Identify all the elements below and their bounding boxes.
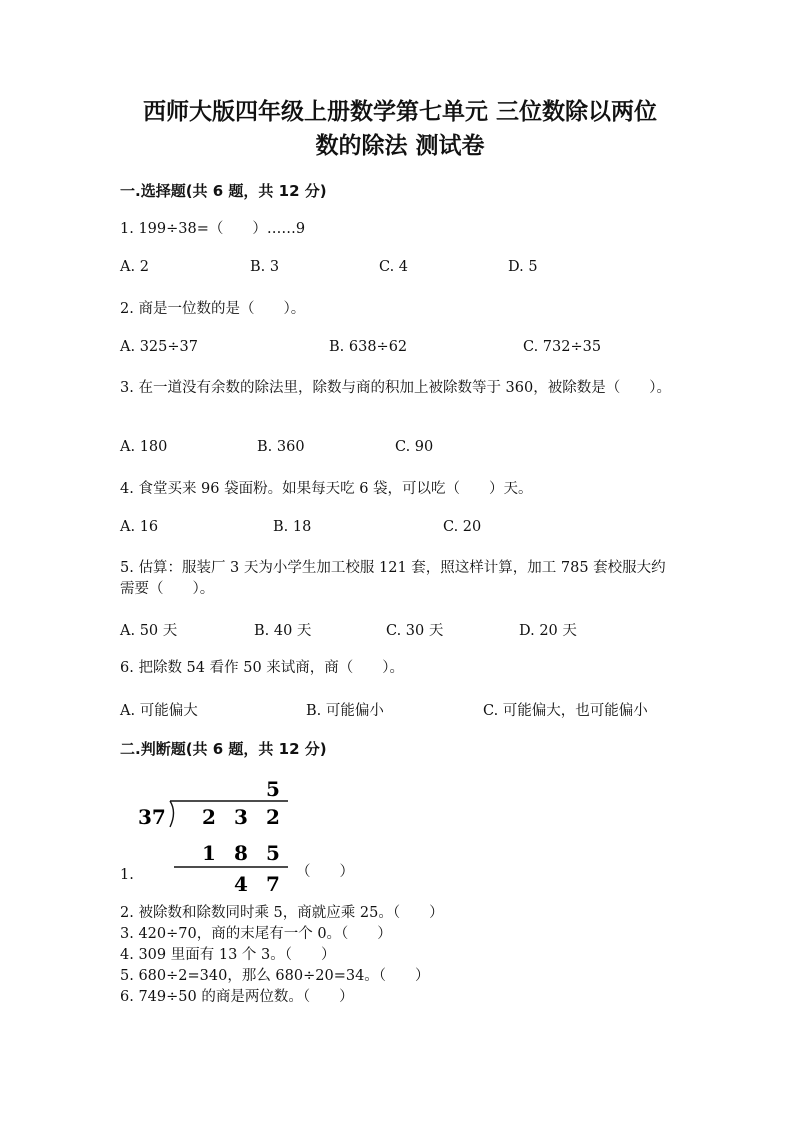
question-4-option-c[interactable]: C. 20 (443, 519, 482, 535)
judgement-3: 3. 420÷70，商的末尾有一个 0。（ ） (120, 926, 392, 942)
section-judgement-heading: 二.判断题(共 6 题，共 12 分) (120, 740, 327, 758)
question-1-stem: 1. 199÷38=（ ）……9 (120, 221, 306, 237)
product-digit-2: 8 (234, 841, 248, 865)
question-1-option-b[interactable]: B. 3 (250, 259, 280, 275)
question-2-option-a[interactable]: A. 325÷37 (120, 339, 198, 355)
question-5-option-c[interactable]: C. 30 天 (386, 623, 444, 639)
judgement-1-answer-paren[interactable]: （ ） (296, 864, 354, 880)
question-4-option-a[interactable]: A. 16 (120, 519, 159, 535)
product-digit-1: 1 (202, 841, 216, 865)
question-5-option-a[interactable]: A. 50 天 (120, 623, 178, 639)
question-6-stem: 6. 把除数 54 看作 50 来试商，商（ ）。 (120, 660, 405, 676)
remainder-digit-1: 4 (234, 872, 248, 896)
section-choice-heading: 一.选择题(共 6 题，共 12 分) (120, 182, 327, 200)
question-2-option-b[interactable]: B. 638÷62 (329, 339, 408, 355)
division-quotient: 5 (266, 777, 280, 801)
judgement-5: 5. 680÷2=340，那么 680÷20=34。（ ） (120, 968, 430, 984)
question-1-option-d[interactable]: D. 5 (508, 259, 538, 275)
judgement-2: 2. 被除数和除数同时乘 5，商就应乘 25。（ ） (120, 905, 444, 921)
question-3-option-b[interactable]: B. 360 (257, 439, 305, 455)
question-3-option-c[interactable]: C. 90 (395, 439, 434, 455)
division-divisor: 37 (138, 805, 166, 829)
product-digit-3: 5 (266, 841, 280, 865)
question-6-option-a[interactable]: A. 可能偏大 (120, 703, 198, 719)
long-division-figure (130, 775, 300, 897)
question-6-option-b[interactable]: B. 可能偏小 (306, 703, 384, 719)
question-2-stem: 2. 商是一位数的是（ ）。 (120, 301, 306, 317)
question-5-stem: 5. 估算：服装厂 3 天为小学生加工校服 121 套，照这样计算，加工 785 套校服大约需要（ ）。 (120, 560, 666, 597)
question-4-stem: 4. 食堂买来 96 袋面粉。如果每天吃 6 袋，可以吃（ ）天。 (120, 481, 533, 497)
title-line-2: 数的除法 测试卷 (315, 133, 485, 159)
question-4-option-b[interactable]: B. 18 (273, 519, 312, 535)
question-5-option-d[interactable]: D. 20 天 (519, 623, 577, 639)
title-line-1: 西师大版四年级上册数学第七单元 三位数除以两位 (142, 99, 657, 125)
division-bracket (170, 801, 174, 827)
judgement-4: 4. 309 里面有 13 个 3。（ ） (120, 947, 336, 963)
page-title (100, 95, 700, 163)
remainder-digit-2: 7 (266, 872, 280, 896)
dividend-digit-3: 2 (266, 805, 280, 829)
dividend-digit-2: 3 (234, 805, 248, 829)
question-5-option-b[interactable]: B. 40 天 (254, 623, 312, 639)
question-6-option-c[interactable]: C. 可能偏大，也可能偏小 (483, 703, 648, 719)
judgement-6: 6. 749÷50 的商是两位数。（ ） (120, 989, 354, 1005)
question-3-option-a[interactable]: A. 180 (120, 439, 168, 455)
question-3-stem: 3. 在一道没有余数的除法里，除数与商的积加上被除数等于 360，被除数是（ ）。 (120, 380, 671, 396)
judgement-1-number: 1. (120, 867, 134, 883)
question-1-option-a[interactable]: A. 2 (120, 259, 149, 275)
question-2-option-c[interactable]: C. 732÷35 (523, 339, 602, 355)
dividend-digit-1: 2 (202, 805, 216, 829)
question-1-option-c[interactable]: C. 4 (379, 259, 409, 275)
